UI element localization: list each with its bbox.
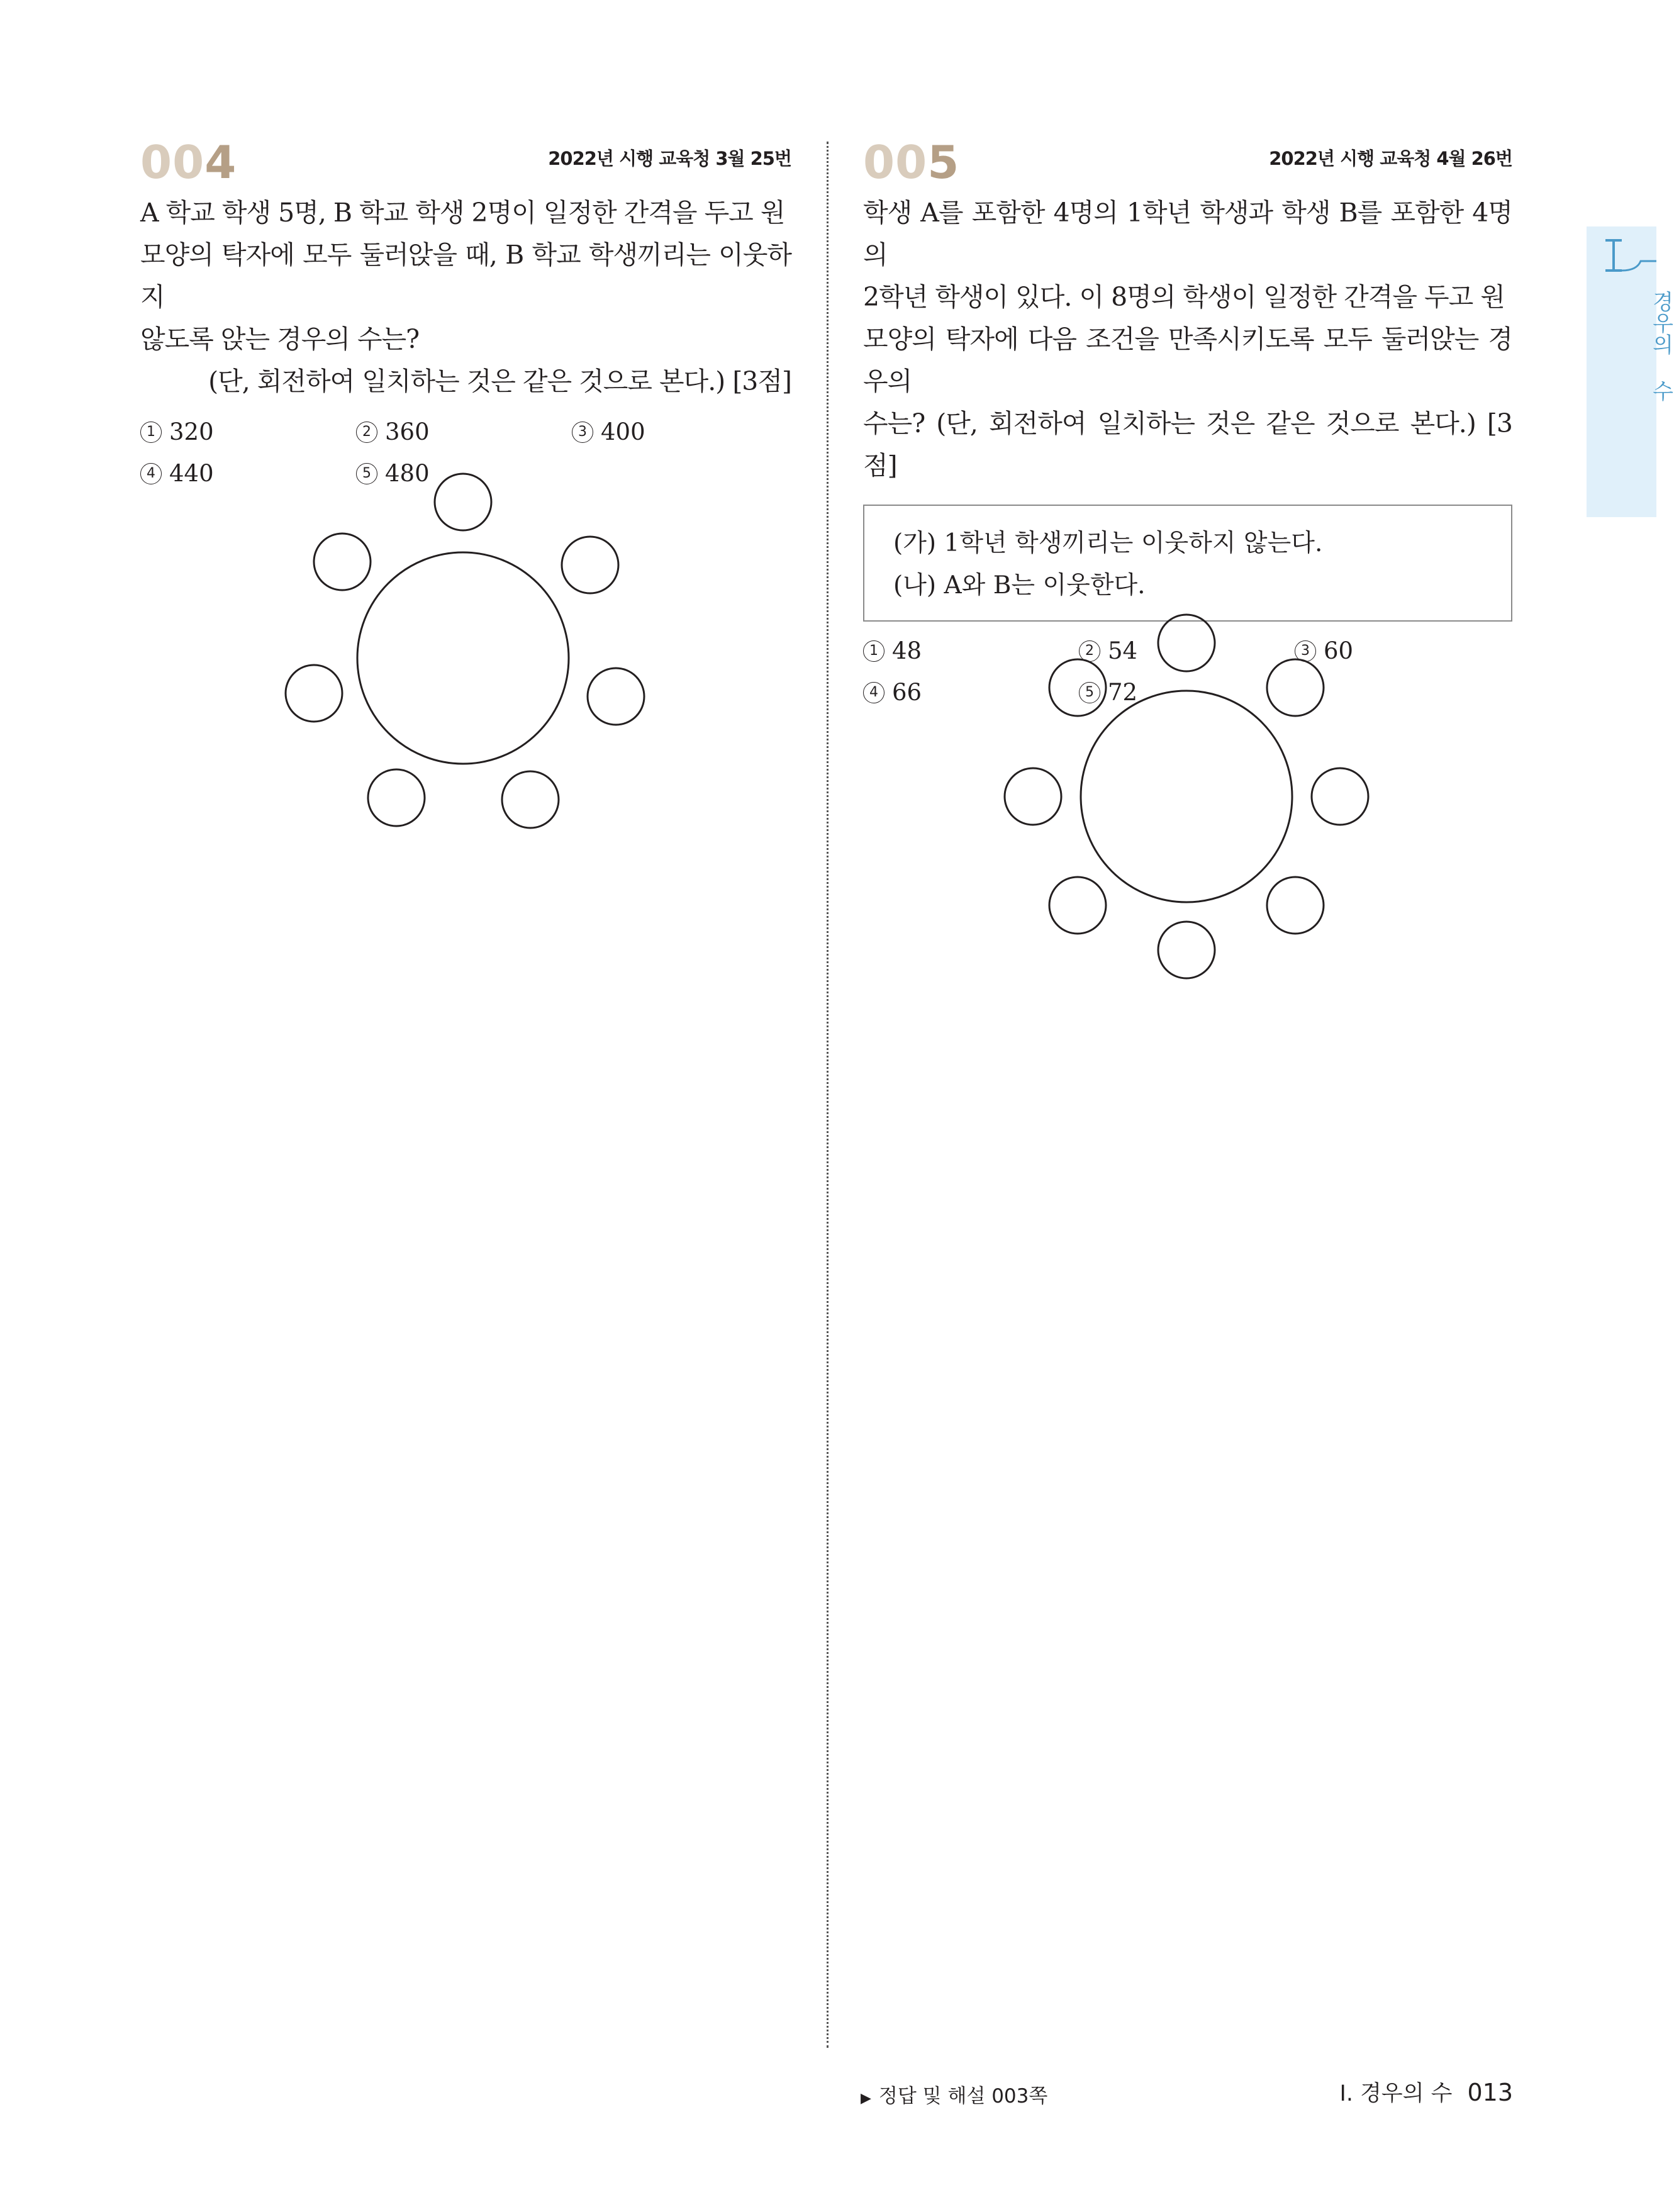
chapter-label: 경우의 수 — [1648, 291, 1673, 401]
chapter-side-tab — [1587, 226, 1673, 517]
condition-item: (나) A와 B는 이웃한다. — [893, 571, 1146, 600]
column-divider — [827, 142, 829, 2048]
question-text-line: 모양의 탁자에 다음 조건을 만족시키도록 모두 둘러앉는 경우의 — [863, 324, 1512, 396]
question-text-line: 수는? (단, 회전하여 일치하는 것은 같은 것으로 본다.) [3점] — [863, 408, 1512, 481]
chapter-bracket-mark — [1587, 226, 1656, 283]
choice-value: 72 — [1108, 679, 1138, 706]
table-circle — [1081, 691, 1292, 902]
question-number-last: 5 — [927, 136, 960, 189]
choice-1[interactable] — [140, 411, 356, 453]
choice-value: 360 — [385, 418, 430, 445]
choice-value: 320 — [169, 418, 214, 445]
question-text — [863, 192, 1512, 487]
choice-marker: 5 — [356, 463, 377, 484]
page-footer — [1340, 2076, 1513, 2108]
choice-value: 400 — [601, 418, 645, 445]
choice-3[interactable] — [572, 411, 788, 453]
choice-value: 480 — [385, 460, 430, 487]
question-number — [863, 136, 960, 189]
table-circle — [357, 552, 569, 764]
choice-value: 440 — [169, 460, 214, 487]
seat-circle — [1312, 768, 1368, 825]
answer-reference[interactable] — [861, 2080, 1047, 2108]
choice-2[interactable] — [356, 411, 572, 453]
page-number: 013 — [1467, 2079, 1513, 2106]
question-004 — [140, 132, 791, 494]
question-number-prefix: 00 — [140, 136, 205, 189]
choice-marker: 1 — [140, 422, 162, 443]
question-text-line: A 학교 학생 5명, B 학교 학생 2명이 일정한 간격을 두고 원 — [140, 198, 785, 228]
question-text-line: 않도록 앉는 경우의 수는? — [140, 324, 420, 354]
seat-circle — [1158, 615, 1215, 671]
choice-value: 54 — [1108, 637, 1138, 664]
round-table-8-seats-figure — [994, 604, 1384, 994]
triangle-right-icon: ▶ — [861, 2091, 871, 2106]
question-text-line: 모양의 탁자에 모두 둘러앉을 때, B 학교 학생끼리는 이웃하지 — [140, 240, 791, 312]
choice-marker: 5 — [1079, 682, 1100, 703]
question-text — [140, 192, 791, 403]
choice-marker: 2 — [1079, 640, 1100, 662]
choice-marker: 4 — [140, 463, 162, 484]
question-source: 2022년 시행 교육청 3월 25번 — [548, 148, 791, 169]
seat-circle — [435, 474, 491, 530]
question-number — [140, 136, 237, 189]
choice-marker: 3 — [572, 422, 593, 443]
seat-circle — [314, 533, 371, 590]
seat-circle — [1005, 768, 1061, 825]
question-header — [140, 132, 791, 192]
question-source: 2022년 시행 교육청 4월 26번 — [1269, 148, 1512, 169]
condition-item: (가) 1학년 학생끼리는 이웃하지 않는다. — [893, 529, 1323, 557]
choice-value: 66 — [892, 679, 922, 706]
seat-circle — [368, 769, 425, 826]
seat-circle — [562, 537, 618, 593]
seat-circle — [1267, 877, 1324, 934]
question-text-line: 2학년 학생이 있다. 이 8명의 학생이 일정한 간격을 두고 원 — [863, 282, 1505, 312]
seat-circle — [1158, 922, 1215, 978]
choice-value: 48 — [892, 637, 922, 664]
choice-value: 60 — [1324, 637, 1354, 664]
seat-circle — [588, 668, 644, 725]
question-number-last: 4 — [204, 136, 237, 189]
question-text-line: 학생 A를 포함한 4명의 1학년 학생과 학생 B를 포함한 4명의 — [863, 198, 1512, 270]
question-header — [863, 132, 1512, 192]
round-table-7-seats-figure — [277, 466, 654, 843]
choice-marker: 3 — [1295, 640, 1316, 662]
seat-circle — [1049, 659, 1106, 716]
seat-circle — [1267, 659, 1324, 716]
seat-circle — [286, 665, 342, 722]
chapter-title: I. 경우의 수 — [1339, 2081, 1453, 2106]
choice-marker: 4 — [863, 682, 884, 703]
seat-circle — [502, 771, 559, 828]
question-number-prefix: 00 — [863, 136, 928, 189]
answer-reference-text: 정답 및 해설 003쪽 — [878, 2085, 1048, 2108]
choice-marker: 1 — [863, 640, 884, 662]
question-note: (단, 회전하여 일치하는 것은 같은 것으로 본다.) [3점] — [208, 366, 791, 396]
seat-circle — [1049, 877, 1106, 934]
choice-marker: 2 — [356, 422, 377, 443]
